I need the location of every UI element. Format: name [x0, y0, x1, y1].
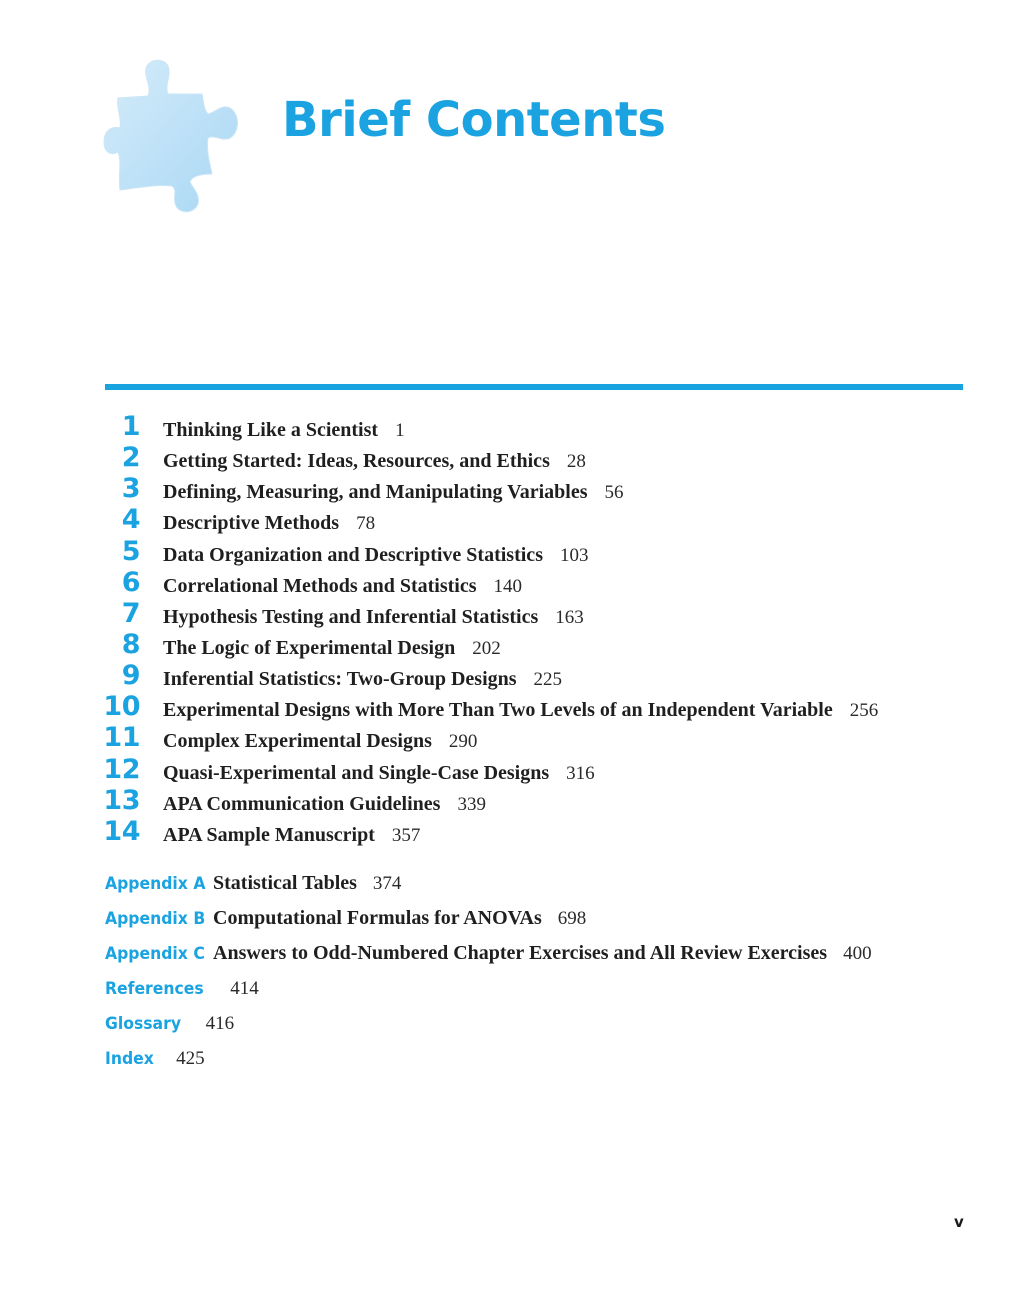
chapter-number: 6	[121, 566, 140, 598]
glossary-label: Glossary	[105, 1014, 182, 1034]
chapter-number: 13	[103, 784, 140, 816]
section-rule	[105, 384, 963, 390]
appendix-label: Appendix A	[105, 874, 206, 894]
glossary-entry[interactable]	[105, 1008, 872, 1043]
chapter-title: APA Communication Guidelines 339	[163, 792, 486, 815]
page-number: 202	[472, 637, 501, 659]
page-number: 140	[493, 575, 523, 597]
chapter-title: Getting Started: Ideas, Resources, and Ethics 28	[163, 450, 586, 473]
page-number: 357	[391, 824, 421, 846]
page-number: 339	[457, 793, 486, 815]
chapter-title: Thinking Like a Scientist 1	[163, 419, 405, 441]
chapter-title: Quasi-Experimental and Single-Case Designs 316	[163, 761, 595, 784]
appendix-entry[interactable]	[105, 938, 872, 973]
appendix-title: Answers to Odd-Numbered Chapter Exercises and All Review Exercises	[213, 942, 828, 964]
chapter-title: Descriptive Methods 78	[163, 512, 376, 535]
chapter-number: 10	[103, 691, 140, 723]
chapter-title: APA Sample Manuscript 357	[163, 823, 421, 846]
page-folio: v	[954, 1213, 964, 1231]
page-number: 400	[843, 943, 872, 964]
chapter-title: Correlational Methods and Statistics 140	[163, 574, 523, 597]
page-number: 698	[557, 908, 587, 929]
page-number: 290	[448, 731, 478, 753]
page-number: 163	[555, 606, 584, 628]
chapter-title: The Logic of Experimental Design 202	[163, 636, 501, 659]
appendix-title: Statistical Tables	[213, 872, 357, 894]
page-number: 256	[849, 700, 879, 722]
page-number: 225	[533, 669, 563, 691]
appendix-entry[interactable]	[105, 903, 872, 938]
chapter-title: Experimental Designs with More Than Two Levels of an Independent Variable 256	[163, 699, 879, 722]
page-title: Brief Contents	[282, 92, 666, 148]
page-number: 316	[566, 762, 595, 784]
index-label: Index	[105, 1049, 154, 1069]
appendix-label: Appendix B	[105, 909, 206, 929]
page-number: 28	[566, 451, 586, 473]
chapter-number: 8	[121, 628, 140, 660]
chapter-number: 7	[121, 597, 140, 629]
page-number: 1	[395, 420, 405, 441]
back-matter-list	[105, 868, 872, 1078]
page-number: 103	[559, 544, 589, 566]
chapter-number: 11	[103, 722, 140, 754]
chapter-number: 4	[121, 504, 140, 536]
chapter-title: Inferential Statistics: Two-Group Designs 225	[163, 668, 563, 691]
page-number: 374	[372, 873, 402, 894]
puzzle-piece-icon	[100, 56, 246, 218]
chapter-title: Data Organization and Descriptive Statistics 103	[163, 543, 589, 566]
page-number: 78	[356, 513, 376, 535]
index-entry[interactable]	[105, 1043, 872, 1078]
appendix-label: Appendix C	[105, 944, 205, 964]
chapter-number: 3	[121, 473, 140, 505]
appendix-entry[interactable]	[105, 868, 872, 903]
page-number: 425	[176, 1048, 205, 1069]
chapter-number: 1	[121, 411, 140, 442]
chapter-number: 12	[103, 753, 140, 785]
appendix-title: Computational Formulas for ANOVAs	[213, 907, 542, 929]
page-number: 56	[604, 482, 624, 504]
page-number: 414	[230, 978, 259, 999]
page-number: 416	[205, 1013, 235, 1034]
chapter-title: Complex Experimental Designs 290	[163, 730, 478, 753]
references-label: References	[105, 979, 204, 999]
chapter-number: 9	[121, 660, 140, 692]
chapter-title: Hypothesis Testing and Inferential Statistics 163	[163, 605, 584, 628]
chapter-number: 2	[121, 442, 140, 474]
chapter-title: Defining, Measuring, and Manipulating Variables 56	[163, 481, 624, 504]
references-entry[interactable]	[105, 973, 872, 1008]
chapter-number: 5	[121, 535, 140, 567]
chapter-number: 14	[103, 815, 140, 847]
